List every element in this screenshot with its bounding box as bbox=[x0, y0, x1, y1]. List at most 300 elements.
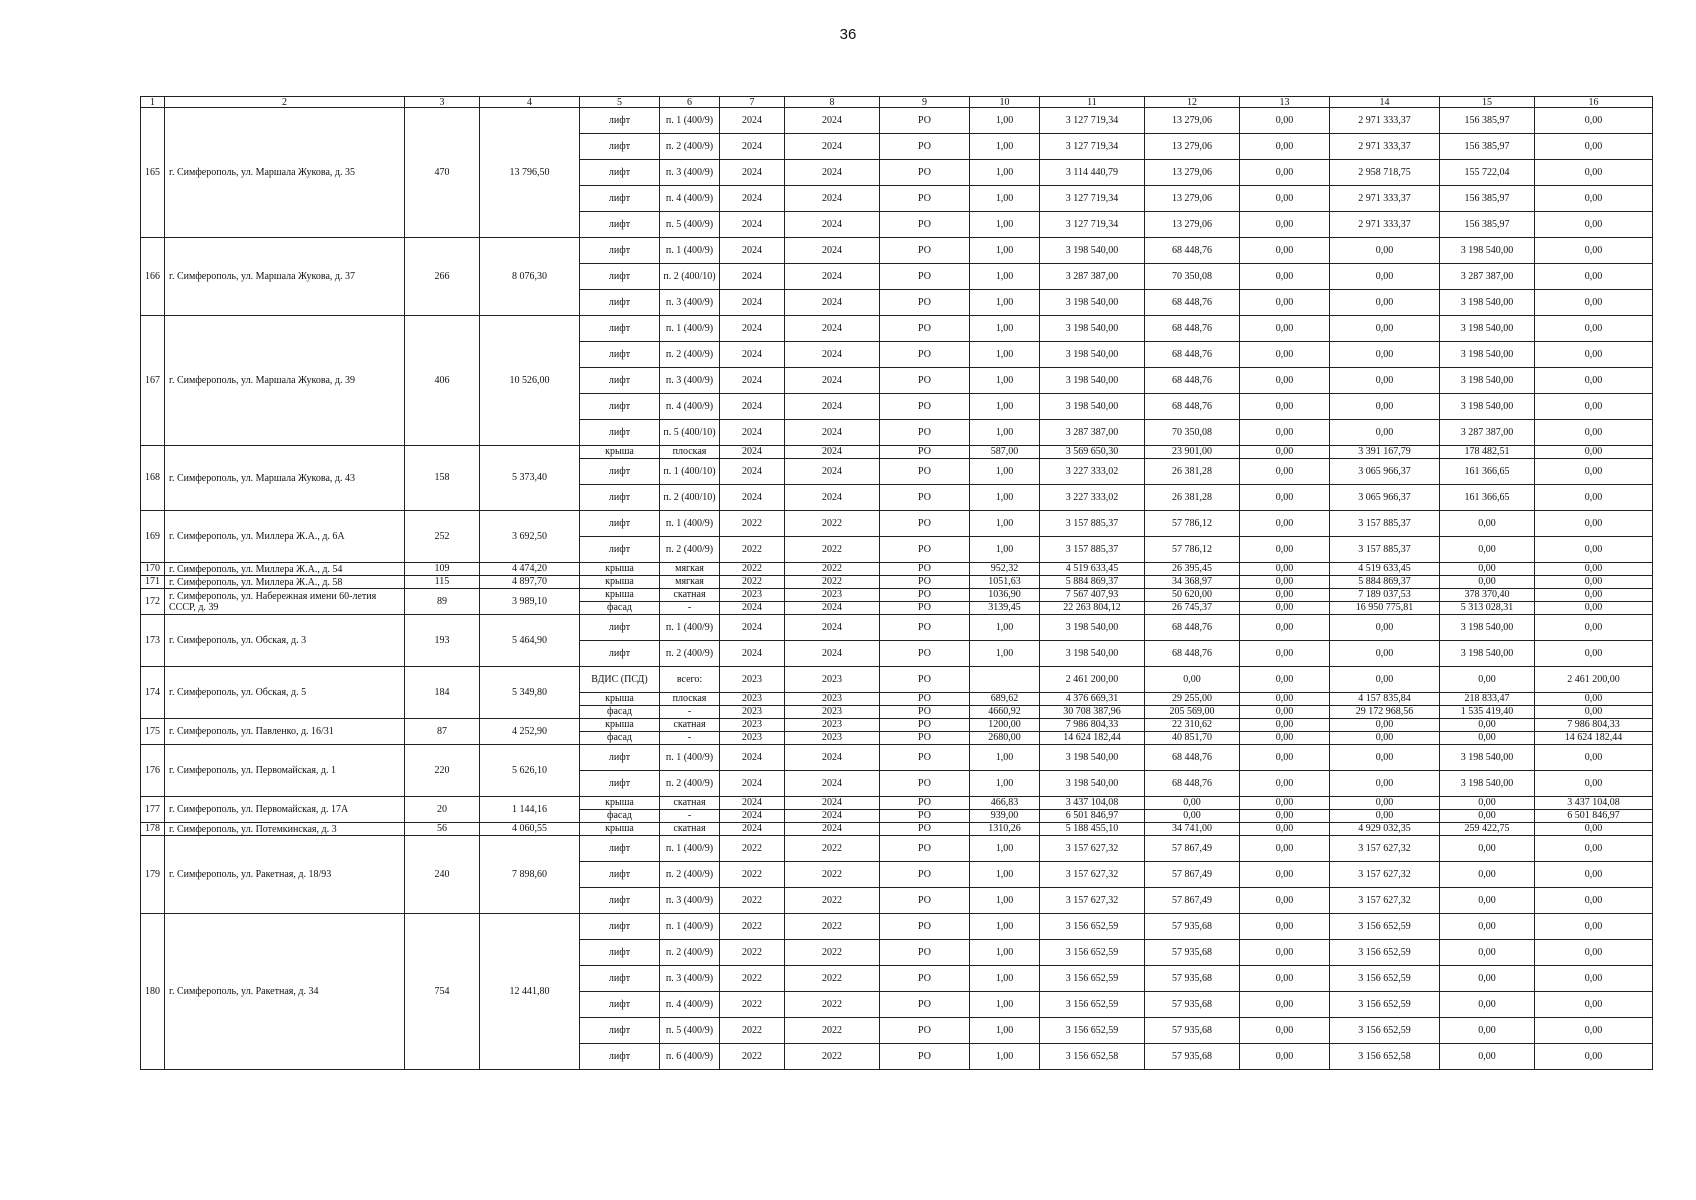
year-end-cell: 2024 bbox=[785, 641, 880, 667]
year-end-cell: 2022 bbox=[785, 940, 880, 966]
area-cell: 4 897,70 bbox=[480, 576, 580, 589]
executor-cell: РО bbox=[880, 563, 970, 576]
col-14-cell: 3 157 627,32 bbox=[1330, 836, 1440, 862]
executor-cell: РО bbox=[880, 446, 970, 459]
col-15-cell: 0,00 bbox=[1440, 888, 1535, 914]
work-type-cell: крыша bbox=[580, 446, 660, 459]
col-13-cell: 0,00 bbox=[1240, 992, 1330, 1018]
work-detail-cell: п. 2 (400/9) bbox=[660, 134, 720, 160]
table-body bbox=[141, 97, 1653, 1070]
col-3-cell: 240 bbox=[405, 836, 480, 914]
col-13-cell: 0,00 bbox=[1240, 1044, 1330, 1070]
col-14-cell: 0,00 bbox=[1330, 641, 1440, 667]
building-address-cell: г. Симферополь, ул. Ракетная, д. 18/93 bbox=[165, 836, 405, 914]
quantity-cell: 1,00 bbox=[970, 1018, 1040, 1044]
col-15-cell: 0,00 bbox=[1440, 719, 1535, 732]
col-14-cell: 2 971 333,37 bbox=[1330, 186, 1440, 212]
year-start-cell: 2024 bbox=[720, 420, 785, 446]
area-cell: 13 796,50 bbox=[480, 108, 580, 238]
col-13-cell: 0,00 bbox=[1240, 212, 1330, 238]
unit-cost-cell: 57 935,68 bbox=[1145, 992, 1240, 1018]
area-cell: 4 252,90 bbox=[480, 719, 580, 745]
total-cost-cell: 3 437 104,08 bbox=[1040, 797, 1145, 810]
unit-cost-cell: 68 448,76 bbox=[1145, 615, 1240, 641]
year-start-cell: 2023 bbox=[720, 732, 785, 745]
col-13-cell: 0,00 bbox=[1240, 1018, 1330, 1044]
executor-cell: РО bbox=[880, 511, 970, 537]
col-3-cell: 115 bbox=[405, 576, 480, 589]
work-detail-cell: плоская bbox=[660, 446, 720, 459]
unit-cost-cell: 0,00 bbox=[1145, 667, 1240, 693]
year-start-cell: 2024 bbox=[720, 264, 785, 290]
col-16-cell: 0,00 bbox=[1535, 368, 1653, 394]
col-16-cell: 0,00 bbox=[1535, 459, 1653, 485]
col-13-cell: 0,00 bbox=[1240, 238, 1330, 264]
building-address-cell: г. Симферополь, ул. Потемкинская, д. 3 bbox=[165, 823, 405, 836]
year-start-cell: 2024 bbox=[720, 745, 785, 771]
col-13-cell: 0,00 bbox=[1240, 563, 1330, 576]
year-start-cell: 2022 bbox=[720, 992, 785, 1018]
total-cost-cell: 7 986 804,33 bbox=[1040, 719, 1145, 732]
col-3-cell: 754 bbox=[405, 914, 480, 1070]
year-end-cell: 2022 bbox=[785, 511, 880, 537]
executor-cell: РО bbox=[880, 706, 970, 719]
quantity-cell: 1,00 bbox=[970, 238, 1040, 264]
work-detail-cell: п. 1 (400/9) bbox=[660, 914, 720, 940]
building-number-cell: 175 bbox=[141, 719, 165, 745]
quantity-cell: 1,00 bbox=[970, 290, 1040, 316]
col-13-cell: 0,00 bbox=[1240, 771, 1330, 797]
total-cost-cell: 3 157 627,32 bbox=[1040, 862, 1145, 888]
year-end-cell: 2024 bbox=[785, 602, 880, 615]
col-13-cell: 0,00 bbox=[1240, 537, 1330, 563]
work-type-cell: лифт bbox=[580, 108, 660, 134]
year-start-cell: 2024 bbox=[720, 160, 785, 186]
col-13-cell: 0,00 bbox=[1240, 108, 1330, 134]
col-3-cell: 20 bbox=[405, 797, 480, 823]
col-16-cell: 0,00 bbox=[1535, 641, 1653, 667]
col-3-cell: 87 bbox=[405, 719, 480, 745]
work-detail-cell: п. 3 (400/9) bbox=[660, 160, 720, 186]
work-detail-cell: п. 2 (400/10) bbox=[660, 264, 720, 290]
quantity-cell: 1,00 bbox=[970, 888, 1040, 914]
col-13-cell: 0,00 bbox=[1240, 745, 1330, 771]
col-3-cell: 252 bbox=[405, 511, 480, 563]
col-14-cell: 0,00 bbox=[1330, 667, 1440, 693]
building-address-cell: г. Симферополь, ул. Обская, д. 3 bbox=[165, 615, 405, 667]
quantity-cell bbox=[970, 667, 1040, 693]
quantity-cell: 1,00 bbox=[970, 862, 1040, 888]
year-start-cell: 2024 bbox=[720, 316, 785, 342]
work-type-cell: лифт bbox=[580, 1018, 660, 1044]
col-15-cell: 0,00 bbox=[1440, 537, 1535, 563]
col-13-cell: 0,00 bbox=[1240, 368, 1330, 394]
col-15-cell: 5 313 028,31 bbox=[1440, 602, 1535, 615]
total-cost-cell: 22 263 804,12 bbox=[1040, 602, 1145, 615]
quantity-cell: 1200,00 bbox=[970, 719, 1040, 732]
col-14-cell: 0,00 bbox=[1330, 368, 1440, 394]
work-detail-cell: п. 1 (400/10) bbox=[660, 459, 720, 485]
work-type-cell: лифт bbox=[580, 1044, 660, 1070]
col-13-cell: 0,00 bbox=[1240, 823, 1330, 836]
work-type-cell: крыша bbox=[580, 719, 660, 732]
col-13-cell: 0,00 bbox=[1240, 836, 1330, 862]
year-end-cell: 2024 bbox=[785, 459, 880, 485]
year-end-cell: 2022 bbox=[785, 1044, 880, 1070]
col-15-cell: 0,00 bbox=[1440, 576, 1535, 589]
area-cell: 10 526,00 bbox=[480, 316, 580, 446]
building-number-cell: 176 bbox=[141, 745, 165, 797]
area-cell: 12 441,80 bbox=[480, 914, 580, 1070]
col-13-cell: 0,00 bbox=[1240, 160, 1330, 186]
col-15-cell: 0,00 bbox=[1440, 836, 1535, 862]
total-cost-cell: 3 198 540,00 bbox=[1040, 641, 1145, 667]
col-14-cell: 4 929 032,35 bbox=[1330, 823, 1440, 836]
table-row bbox=[141, 446, 1653, 459]
page-number: 36 bbox=[839, 26, 857, 43]
quantity-cell: 1,00 bbox=[970, 108, 1040, 134]
quantity-cell: 1,00 bbox=[970, 368, 1040, 394]
col-16-cell: 0,00 bbox=[1535, 862, 1653, 888]
col-16-cell: 0,00 bbox=[1535, 511, 1653, 537]
col-15-cell: 0,00 bbox=[1440, 810, 1535, 823]
col-14-cell: 0,00 bbox=[1330, 797, 1440, 810]
year-start-cell: 2023 bbox=[720, 706, 785, 719]
col-13-cell: 0,00 bbox=[1240, 342, 1330, 368]
total-cost-cell: 7 567 407,93 bbox=[1040, 589, 1145, 602]
executor-cell: РО bbox=[880, 745, 970, 771]
work-type-cell: лифт bbox=[580, 641, 660, 667]
col-14-cell: 0,00 bbox=[1330, 342, 1440, 368]
quantity-cell: 1,00 bbox=[970, 511, 1040, 537]
year-end-cell: 2024 bbox=[785, 212, 880, 238]
quantity-cell: 1,00 bbox=[970, 160, 1040, 186]
year-start-cell: 2024 bbox=[720, 134, 785, 160]
col-14-cell: 0,00 bbox=[1330, 745, 1440, 771]
col-14-cell: 0,00 bbox=[1330, 719, 1440, 732]
col-16-cell: 0,00 bbox=[1535, 394, 1653, 420]
column-number-13: 13 bbox=[1240, 97, 1330, 108]
quantity-cell: 1051,63 bbox=[970, 576, 1040, 589]
col-13-cell: 0,00 bbox=[1240, 134, 1330, 160]
quantity-cell: 1,00 bbox=[970, 940, 1040, 966]
work-detail-cell: п. 1 (400/9) bbox=[660, 316, 720, 342]
work-detail-cell: п. 1 (400/9) bbox=[660, 615, 720, 641]
year-end-cell: 2022 bbox=[785, 563, 880, 576]
col-16-cell: 0,00 bbox=[1535, 290, 1653, 316]
work-type-cell: лифт bbox=[580, 862, 660, 888]
col-15-cell: 0,00 bbox=[1440, 1044, 1535, 1070]
work-type-cell: крыша bbox=[580, 589, 660, 602]
quantity-cell: 1,00 bbox=[970, 641, 1040, 667]
work-type-cell: лифт bbox=[580, 342, 660, 368]
column-number-15: 15 bbox=[1440, 97, 1535, 108]
total-cost-cell: 3 157 885,37 bbox=[1040, 511, 1145, 537]
work-detail-cell: п. 6 (400/9) bbox=[660, 1044, 720, 1070]
col-16-cell: 0,00 bbox=[1535, 563, 1653, 576]
unit-cost-cell: 68 448,76 bbox=[1145, 394, 1240, 420]
unit-cost-cell: 57 935,68 bbox=[1145, 914, 1240, 940]
year-start-cell: 2024 bbox=[720, 810, 785, 823]
building-number-cell: 166 bbox=[141, 238, 165, 316]
col-14-cell: 3 156 652,59 bbox=[1330, 914, 1440, 940]
total-cost-cell: 3 287 387,00 bbox=[1040, 420, 1145, 446]
col-16-cell: 0,00 bbox=[1535, 615, 1653, 641]
unit-cost-cell: 13 279,06 bbox=[1145, 160, 1240, 186]
col-14-cell: 7 189 037,53 bbox=[1330, 589, 1440, 602]
year-end-cell: 2023 bbox=[785, 719, 880, 732]
quantity-cell: 1310,26 bbox=[970, 823, 1040, 836]
work-type-cell: лифт bbox=[580, 394, 660, 420]
col-13-cell: 0,00 bbox=[1240, 966, 1330, 992]
col-3-cell: 266 bbox=[405, 238, 480, 316]
col-15-cell: 3 198 540,00 bbox=[1440, 615, 1535, 641]
executor-cell: РО bbox=[880, 1044, 970, 1070]
executor-cell: РО bbox=[880, 693, 970, 706]
quantity-cell: 1,00 bbox=[970, 459, 1040, 485]
year-start-cell: 2024 bbox=[720, 368, 785, 394]
work-type-cell: лифт bbox=[580, 992, 660, 1018]
total-cost-cell: 14 624 182,44 bbox=[1040, 732, 1145, 745]
work-type-cell: фасад bbox=[580, 732, 660, 745]
work-detail-cell: п. 1 (400/9) bbox=[660, 511, 720, 537]
building-address-cell: г. Симферополь, ул. Первомайская, д. 1 bbox=[165, 745, 405, 797]
col-13-cell: 0,00 bbox=[1240, 264, 1330, 290]
work-type-cell: лифт bbox=[580, 888, 660, 914]
unit-cost-cell: 26 745,37 bbox=[1145, 602, 1240, 615]
building-address-cell: г. Симферополь, ул. Миллера Ж.А., д. 54 bbox=[165, 563, 405, 576]
year-start-cell: 2022 bbox=[720, 914, 785, 940]
unit-cost-cell: 57 867,49 bbox=[1145, 836, 1240, 862]
col-16-cell: 0,00 bbox=[1535, 966, 1653, 992]
work-type-cell: крыша bbox=[580, 563, 660, 576]
col-15-cell: 156 385,97 bbox=[1440, 134, 1535, 160]
col-16-cell: 0,00 bbox=[1535, 914, 1653, 940]
unit-cost-cell: 70 350,08 bbox=[1145, 420, 1240, 446]
unit-cost-cell: 57 786,12 bbox=[1145, 537, 1240, 563]
year-start-cell: 2022 bbox=[720, 888, 785, 914]
work-detail-cell: п. 2 (400/10) bbox=[660, 485, 720, 511]
col-16-cell: 0,00 bbox=[1535, 992, 1653, 1018]
work-detail-cell: скатная bbox=[660, 589, 720, 602]
executor-cell: РО bbox=[880, 589, 970, 602]
area-cell: 4 474,20 bbox=[480, 563, 580, 576]
table-row bbox=[141, 745, 1653, 771]
col-16-cell: 0,00 bbox=[1535, 706, 1653, 719]
unit-cost-cell: 40 851,70 bbox=[1145, 732, 1240, 745]
col-13-cell: 0,00 bbox=[1240, 914, 1330, 940]
col-16-cell: 0,00 bbox=[1535, 602, 1653, 615]
area-cell: 3 692,50 bbox=[480, 511, 580, 563]
col-14-cell: 3 157 627,32 bbox=[1330, 888, 1440, 914]
work-type-cell: лифт bbox=[580, 615, 660, 641]
year-end-cell: 2023 bbox=[785, 667, 880, 693]
col-14-cell: 2 971 333,37 bbox=[1330, 108, 1440, 134]
col-16-cell: 0,00 bbox=[1535, 420, 1653, 446]
year-start-cell: 2024 bbox=[720, 459, 785, 485]
col-14-cell: 0,00 bbox=[1330, 810, 1440, 823]
year-start-cell: 2022 bbox=[720, 1018, 785, 1044]
quantity-cell: 1,00 bbox=[970, 394, 1040, 420]
col-15-cell: 0,00 bbox=[1440, 992, 1535, 1018]
executor-cell: РО bbox=[880, 186, 970, 212]
quantity-cell: 1,00 bbox=[970, 1044, 1040, 1070]
col-15-cell: 0,00 bbox=[1440, 667, 1535, 693]
year-end-cell: 2023 bbox=[785, 693, 880, 706]
building-number-cell: 179 bbox=[141, 836, 165, 914]
total-cost-cell: 3 198 540,00 bbox=[1040, 316, 1145, 342]
area-cell: 8 076,30 bbox=[480, 238, 580, 316]
year-end-cell: 2022 bbox=[785, 1018, 880, 1044]
col-16-cell: 0,00 bbox=[1535, 264, 1653, 290]
column-number-7: 7 bbox=[720, 97, 785, 108]
col-13-cell: 0,00 bbox=[1240, 316, 1330, 342]
total-cost-cell: 3 198 540,00 bbox=[1040, 745, 1145, 771]
col-16-cell: 0,00 bbox=[1535, 1018, 1653, 1044]
unit-cost-cell: 68 448,76 bbox=[1145, 316, 1240, 342]
work-detail-cell: п. 2 (400/9) bbox=[660, 641, 720, 667]
building-number-cell: 171 bbox=[141, 576, 165, 589]
total-cost-cell: 3 227 333,02 bbox=[1040, 459, 1145, 485]
total-cost-cell: 5 884 869,37 bbox=[1040, 576, 1145, 589]
year-start-cell: 2024 bbox=[720, 446, 785, 459]
col-14-cell: 0,00 bbox=[1330, 732, 1440, 745]
area-cell: 1 144,16 bbox=[480, 797, 580, 823]
building-address-cell: г. Симферополь, ул. Первомайская, д. 17А bbox=[165, 797, 405, 823]
building-number-cell: 169 bbox=[141, 511, 165, 563]
col-14-cell: 3 157 627,32 bbox=[1330, 862, 1440, 888]
unit-cost-cell: 26 381,28 bbox=[1145, 459, 1240, 485]
executor-cell: РО bbox=[880, 719, 970, 732]
year-end-cell: 2022 bbox=[785, 862, 880, 888]
col-15-cell: 0,00 bbox=[1440, 940, 1535, 966]
year-end-cell: 2024 bbox=[785, 160, 880, 186]
col-16-cell: 0,00 bbox=[1535, 160, 1653, 186]
col-14-cell: 3 391 167,79 bbox=[1330, 446, 1440, 459]
column-number-6: 6 bbox=[660, 97, 720, 108]
unit-cost-cell: 68 448,76 bbox=[1145, 290, 1240, 316]
table-row bbox=[141, 238, 1653, 264]
col-16-cell: 0,00 bbox=[1535, 888, 1653, 914]
col-14-cell: 2 971 333,37 bbox=[1330, 212, 1440, 238]
building-address-cell: г. Симферополь, ул. Набережная имени 60-летия СССР, д. 39 bbox=[165, 589, 405, 615]
col-15-cell: 0,00 bbox=[1440, 1018, 1535, 1044]
year-start-cell: 2022 bbox=[720, 511, 785, 537]
quantity-cell: 1,00 bbox=[970, 992, 1040, 1018]
col-13-cell: 0,00 bbox=[1240, 485, 1330, 511]
quantity-cell: 1036,90 bbox=[970, 589, 1040, 602]
col-13-cell: 0,00 bbox=[1240, 888, 1330, 914]
table-row bbox=[141, 615, 1653, 641]
quantity-cell: 1,00 bbox=[970, 966, 1040, 992]
total-cost-cell: 3 198 540,00 bbox=[1040, 615, 1145, 641]
year-start-cell: 2024 bbox=[720, 108, 785, 134]
unit-cost-cell: 57 867,49 bbox=[1145, 888, 1240, 914]
col-15-cell: 156 385,97 bbox=[1440, 212, 1535, 238]
work-type-cell: лифт bbox=[580, 368, 660, 394]
work-type-cell: лифт bbox=[580, 771, 660, 797]
col-16-cell: 7 986 804,33 bbox=[1535, 719, 1653, 732]
total-cost-cell: 3 198 540,00 bbox=[1040, 342, 1145, 368]
year-end-cell: 2024 bbox=[785, 797, 880, 810]
year-start-cell: 2024 bbox=[720, 342, 785, 368]
work-detail-cell: мягкая bbox=[660, 563, 720, 576]
work-type-cell: лифт bbox=[580, 485, 660, 511]
executor-cell: РО bbox=[880, 160, 970, 186]
col-16-cell: 0,00 bbox=[1535, 1044, 1653, 1070]
area-cell: 5 373,40 bbox=[480, 446, 580, 511]
quantity-cell: 466,83 bbox=[970, 797, 1040, 810]
column-number-14: 14 bbox=[1330, 97, 1440, 108]
work-detail-cell: п. 2 (400/9) bbox=[660, 940, 720, 966]
work-type-cell: лифт bbox=[580, 966, 660, 992]
col-14-cell: 3 156 652,58 bbox=[1330, 1044, 1440, 1070]
building-address-cell: г. Симферополь, ул. Маршала Жукова, д. 39 bbox=[165, 316, 405, 446]
col-16-cell: 0,00 bbox=[1535, 212, 1653, 238]
unit-cost-cell: 57 935,68 bbox=[1145, 1044, 1240, 1070]
col-13-cell: 0,00 bbox=[1240, 511, 1330, 537]
col-13-cell: 0,00 bbox=[1240, 810, 1330, 823]
col-16-cell: 0,00 bbox=[1535, 485, 1653, 511]
capital-repair-table bbox=[140, 96, 1653, 1070]
executor-cell: РО bbox=[880, 576, 970, 589]
work-type-cell: лифт bbox=[580, 264, 660, 290]
total-cost-cell: 3 127 719,34 bbox=[1040, 108, 1145, 134]
executor-cell: РО bbox=[880, 615, 970, 641]
column-number-4: 4 bbox=[480, 97, 580, 108]
quantity-cell: 1,00 bbox=[970, 745, 1040, 771]
quantity-cell: 587,00 bbox=[970, 446, 1040, 459]
work-type-cell: лифт bbox=[580, 511, 660, 537]
col-13-cell: 0,00 bbox=[1240, 862, 1330, 888]
col-13-cell: 0,00 bbox=[1240, 693, 1330, 706]
col-13-cell: 0,00 bbox=[1240, 641, 1330, 667]
table-row bbox=[141, 797, 1653, 810]
col-16-cell: 0,00 bbox=[1535, 576, 1653, 589]
quantity-cell: 689,62 bbox=[970, 693, 1040, 706]
building-number-cell: 165 bbox=[141, 108, 165, 238]
work-type-cell: фасад bbox=[580, 810, 660, 823]
year-end-cell: 2022 bbox=[785, 537, 880, 563]
col-14-cell: 0,00 bbox=[1330, 238, 1440, 264]
area-cell: 5 349,80 bbox=[480, 667, 580, 719]
year-end-cell: 2024 bbox=[785, 745, 880, 771]
col-16-cell: 0,00 bbox=[1535, 446, 1653, 459]
unit-cost-cell: 57 786,12 bbox=[1145, 511, 1240, 537]
work-type-cell: лифт bbox=[580, 290, 660, 316]
year-end-cell: 2023 bbox=[785, 706, 880, 719]
quantity-cell: 1,00 bbox=[970, 420, 1040, 446]
quantity-cell: 1,00 bbox=[970, 914, 1040, 940]
unit-cost-cell: 57 935,68 bbox=[1145, 1018, 1240, 1044]
year-end-cell: 2024 bbox=[785, 485, 880, 511]
executor-cell: РО bbox=[880, 862, 970, 888]
col-3-cell: 89 bbox=[405, 589, 480, 615]
col-15-cell: 378 370,40 bbox=[1440, 589, 1535, 602]
unit-cost-cell: 22 310,62 bbox=[1145, 719, 1240, 732]
col-15-cell: 156 385,97 bbox=[1440, 186, 1535, 212]
col-14-cell: 0,00 bbox=[1330, 615, 1440, 641]
col-13-cell: 0,00 bbox=[1240, 667, 1330, 693]
year-start-cell: 2024 bbox=[720, 394, 785, 420]
year-start-cell: 2024 bbox=[720, 615, 785, 641]
col-15-cell: 3 198 540,00 bbox=[1440, 342, 1535, 368]
total-cost-cell: 2 461 200,00 bbox=[1040, 667, 1145, 693]
col-13-cell: 0,00 bbox=[1240, 394, 1330, 420]
col-14-cell: 3 156 652,59 bbox=[1330, 966, 1440, 992]
unit-cost-cell: 57 867,49 bbox=[1145, 862, 1240, 888]
unit-cost-cell: 68 448,76 bbox=[1145, 641, 1240, 667]
